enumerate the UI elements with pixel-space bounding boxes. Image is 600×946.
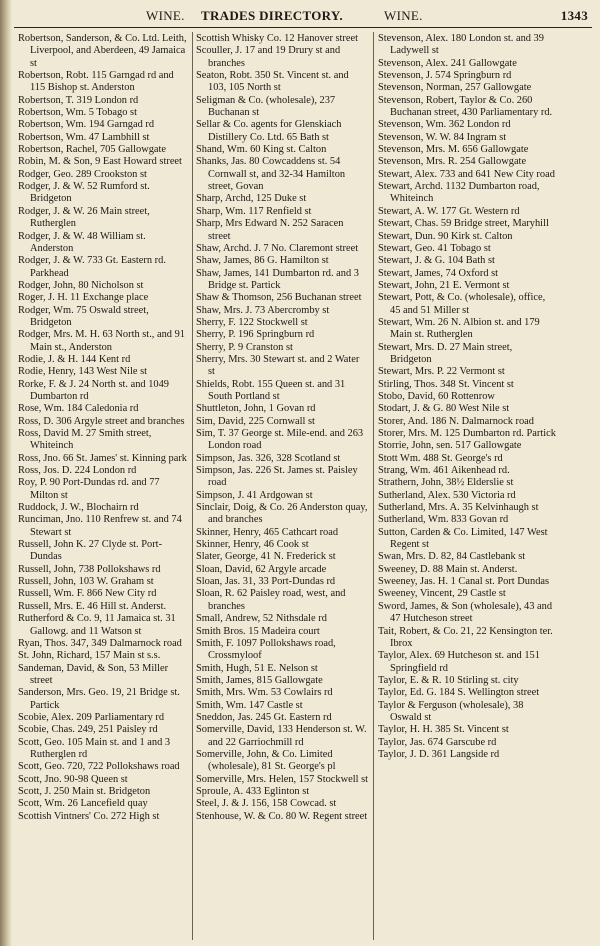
directory-entry: Steel, J. & J. 156, 158 Cowcad. st [196,798,337,810]
directory-entry: Smith, James, 815 Gallowgate [196,674,323,686]
directory-entry: Sellar & Co. agents for Glenskiach Distillery Co. Ltd. 65 Bath st [196,119,342,143]
directory-entry: Swan, Mrs. D. 82, 84 Castlebank st [378,551,526,563]
directory-entry: Stodart, J. & G. 80 West Nile st [378,403,510,415]
directory-entry: Stewart, James, 74 Oxford st [378,267,499,279]
directory-entry: Rodie, Henry, 143 West Nile st [18,366,148,378]
directory-entry: Stewart, Chas. 59 Bridge street, Maryhill [378,218,549,230]
directory-entry: Smith, F. 1097 Pollokshaws road, Crossmyloof [196,637,336,662]
directory-entry: Scott, Jno. 90-98 Queen st [18,773,128,785]
directory-entry: Stewart, Pott, & Co. (wholesale), office, 45 and 51 Miller st [378,292,546,316]
directory-entry: Shanks, Jas. 80 Cowcaddens st. 54 Cornwall st, and 32-34 Hamilton street, Govan [196,156,346,193]
directory-entry: Simpson, Jas. 326, 328 Scotland st [196,452,341,464]
directory-entry: Taylor, E. & R. 10 Stirling st. city [378,674,519,686]
directory-entry: Stott Wm. 488 St. George's rd [378,452,503,464]
directory-entry: Russell, Mrs. E. 46 Hill st. Anderst. [18,600,167,612]
directory-entry: Smith, Hugh, 51 E. Nelson st [196,662,318,674]
directory-entry: Sloan, David, 62 Argyle arcade [196,563,327,575]
directory-entry: Ross, David M. 27 Smith street, Whiteinch [18,428,152,452]
directory-entry: Skinner, Henry, 46 Cook st [196,539,309,551]
directory-entry: Sharp, Mrs Edward N. 252 Saracen street [196,218,344,242]
directory-entry: Stewart, Wm. 26 N. Albion st. and 179 Main st. Rutherglen [378,316,540,341]
directory-entry: Scobie, Chas. 249, 251 Paisley rd [18,724,158,736]
directory-entry: Stevenson, Mrs. M. 656 Gallowgate [378,144,529,156]
directory-entry: Sutherland, Wm. 833 Govan rd [378,514,509,526]
page-binding-shadow [0,0,12,946]
directory-entry: Rodger, Wm. 75 Oswald street, Bridgeton [18,304,149,328]
directory-entry: Robertson, Rachel, 705 Gallowgate [18,144,167,156]
column-divider-2 [373,32,374,940]
directory-entry: Shields, Robt. 155 Queen st. and 31 South Portland st [196,378,346,402]
header-title: TRADES DIRECTORY. [201,8,343,23]
directory-entry: Sweeney, Vincent, 29 Castle st [378,588,506,600]
directory-entry: Rodger, J. & W. 52 Rumford st. Bridgeton [18,181,150,205]
directory-entry: Strathern, John, 38½ Elderslie st [378,477,514,489]
directory-entry: Robertson, Wm. 47 Lambhill st [18,131,150,143]
directory-entry: Sandeman, David, & Son, 53 Miller street [18,662,169,686]
directory-entry: Sloan, Jas. 31, 33 Port-Dundas rd [196,576,336,588]
directory-entry: Robertson, Wm. 5 Tobago st [18,107,137,119]
directory-entry: Sharp, Wm. 117 Renfield st [196,205,312,217]
directory-entry: Taylor, Ed. G. 184 S. Wellington street [378,687,540,699]
directory-entry: Sim, David, 225 Cornwall st [196,415,315,427]
directory-entry: Somerville, Mrs. Helen, 157 Stockwell st [196,773,368,785]
directory-entry: Simpson, Jas. 226 St. James st. Paisley road [196,465,358,489]
directory-entry: Sneddon, Jas. 245 Gt. Eastern rd [196,711,332,723]
directory-entry: Stevenson, Alex. 180 London st. and 39 Ladywell st [378,33,544,57]
directory-entry: Taylor, J. D. 361 Langside rd [378,748,500,760]
directory-entry: Stewart, Mrs. P. 22 Vermont st [378,366,505,378]
directory-entry: Sweeney, Jas. H. 1 Canal st. Port Dundas [378,576,550,588]
directory-entry: Taylor, Alex. 69 Hutcheson st. and 151 Springfield rd [378,650,540,674]
directory-entry: Roger, J. H. 11 Exchange place [18,292,149,304]
directory-entry: Robertson, Sanderson, & Co. Ltd. Leith, Liverpool, and Aberdeen, 49 Jamaica st [18,33,187,69]
directory-entry: Skinner, Henry, 465 Cathcart road [196,526,339,538]
directory-entry: Ruddock, J. W., Blochairn rd [18,502,139,514]
directory-entry: Tait, Robert, & Co. 21, 22 Kensington ter. Ibrox [378,625,553,649]
header-left-word: WINE. [146,8,185,23]
column-divider-1 [192,32,193,940]
directory-entry: Ross, Jno. 66 St. James' st. Kinning park [18,452,187,464]
directory-entry: Smith, Mrs. Wm. 53 Cowlairs rd [196,687,333,699]
directory-column-1 [18,33,190,938]
directory-entry: Runciman, Jno. 110 Renfrew st. and 74 Stewart st [18,514,182,538]
directory-entry: Robin, M. & Son, 9 East Howard street [18,156,182,168]
directory-entry: Stevenson, Alex. 241 Gallowgate [378,57,517,69]
directory-entry: Ryan, Thos. 347, 349 Dalmarnock road [18,637,182,649]
directory-entry: Scottish Vintners' Co. 272 High st [18,810,160,822]
directory-entry: Sutherland, Mrs. A. 35 Kelvinhaugh st [378,502,539,514]
directory-entry: Shaw, James, 86 G. Hamilton st [196,255,329,267]
directory-entry: Russell, Wm. F. 866 New City rd [18,588,157,600]
directory-entry: Sherry, P. 196 Springburn rd [196,329,315,341]
directory-entry: Russell, John K. 27 Clyde st. Port-Dundas [18,539,163,563]
directory-entry: Somerville, John, & Co. Limited (wholesale), 81 St. George's pl [196,748,336,773]
directory-entry: Scott, Wm. 26 Lancefield quay [18,798,148,810]
directory-entry: Shaw, Archd. J. 7 No. Claremont street [196,242,359,254]
directory-entry: Strang, Wm. 461 Aikenhead rd. [378,465,510,477]
directory-entry: Stirling, Thos. 348 St. Vincent st [378,378,514,390]
directory-entry: Seligman & Co. (wholesale), 237 Buchanan st [196,94,336,119]
directory-entry: Smith Bros. 15 Madeira court [196,625,320,637]
directory-entry: Storrie, John, sen. 517 Gallowgate [378,440,522,452]
directory-entry: Sutton, Carden & Co. Limited, 147 West Regent st [378,526,548,551]
directory-entry: Stewart, J. & G. 104 Bath st [378,255,495,267]
directory-column-3 [378,33,556,938]
directory-entry: St. John, Richard, 157 Main st s.s. [18,650,161,662]
directory-entry: Sim, T. 37 George st. Mile-end. and 263 London road [196,428,364,452]
directory-entry: Rodger, J. & W. 48 William st. Anderston [18,230,146,254]
directory-entry: Stevenson, Norman, 257 Gallowgate [378,82,532,94]
page-number: 1343 [560,8,588,23]
directory-entry: Sherry, Mrs. 30 Stewart st. and 2 Water st [196,353,360,378]
directory-entry: Rodger, J. & W. 26 Main street, Rutherglen [18,205,150,230]
directory-entry: Stewart, A. W. 177 Gt. Western rd [378,205,520,217]
directory-entry: Sloan, R. 62 Paisley road, west, and branches [196,588,346,612]
directory-entry: Rodger, John, 80 Nicholson st [18,279,144,291]
directory-entry: Taylor, H. H. 385 St. Vincent st [378,724,509,736]
directory-entry: Storer, Mrs. M. 125 Dumbarton rd. Partick [378,428,556,439]
directory-entry: Rodger, Geo. 289 Crookston st [18,168,147,180]
directory-entry: Russell, John, 738 Pollokshaws rd [18,563,161,575]
running-header [16,8,590,28]
directory-entry: Shaw, Mrs. J. 73 Abercromby st [196,304,330,316]
directory-entry: Ross, D. 306 Argyle street and branches [18,415,185,427]
directory-entry: Stewart, Archd. 1132 Dumbarton road, Whiteinch [378,181,540,205]
directory-entry: Scobie, Alex. 209 Parliamentary rd [18,711,165,723]
directory-entry: Seaton, Robt. 350 St. Vincent st. and 103, 105 North st [196,70,349,94]
directory-entry: Stevenson, Mrs. R. 254 Gallowgate [378,156,527,168]
directory-entry: Taylor & Ferguson (wholesale), 38 Oswald st [378,699,524,723]
directory-entry: Stevenson, Wm. 362 London rd [378,119,511,131]
directory-entry: Roy, P. 90 Port-Dundas rd. and 77 Milton st [18,477,160,501]
directory-entry: Smith, Wm. 147 Castle st [196,699,303,711]
directory-entry: Stevenson, W. W. 84 Ingram st [378,131,507,143]
directory-column-2 [196,33,368,938]
directory-entry: Small, Andrew, 52 Nithsdale rd [196,613,327,625]
directory-entry: Sherry, P. 9 Cranston st [196,341,293,353]
directory-entry: Stobo, David, 60 Rottenrow [378,390,495,402]
directory-entry: Stevenson, Robert, Taylor & Co. 260 Buchanan street, 430 Parliamentary rd. [378,94,553,119]
directory-entry: Sword, James, & Son (wholesale), 43 and 47 Hutcheson street [378,600,553,625]
directory-entry: Storer, And. 186 N. Dalmarnock road [378,415,534,427]
directory-entry: Rorke, F. & J. 24 North st. and 1049 Dumbarton rd [18,378,169,402]
directory-entry: Taylor, Jas. 674 Garscube rd [378,736,497,748]
directory-entry: Robertson, Robt. 115 Garngad rd and 115 Bishop st. Anderston [18,70,174,94]
directory-entry: Robertson, Wm. 194 Garngad rd [18,119,155,131]
directory-entry: Rose, Wm. 184 Caledonia rd [18,403,139,415]
directory-entry: Scouller, J. 17 and 19 Drury st and branches [196,45,341,69]
directory-entry: Rutherford & Co. 9, 11 Jamaica st. 31 Gallowg. and 11 Watson st [18,613,176,637]
directory-entry: Stevenson, J. 574 Springburn rd [378,70,512,82]
directory-entry: Rodie, J. & H. 144 Kent rd [18,353,131,365]
directory-entry: Scottish Whisky Co. 12 Hanover street [196,33,358,44]
directory-entry: Scott, J. 250 Main st. Bridgeton [18,785,151,797]
directory-entry: Simpson, J. 41 Ardgowan st [196,489,313,501]
directory-entry: Sanderson, Mrs. Geo. 19, 21 Bridge st. Partick [18,687,180,711]
directory-entry: Stewart, Geo. 41 Tobago st [378,242,491,254]
directory-entry: Slater, George, 41 N. Frederick st [196,551,336,563]
directory-entry: Stewart, Dun. 90 Kirk st. Calton [378,230,513,242]
directory-entry: Ross, Jos. D. 224 London rd [18,465,137,477]
directory-entry: Shand, Wm. 60 King st. Calton [196,144,327,156]
directory-entry: Scott, Geo. 720, 722 Pollokshaws road [18,761,180,773]
directory-entry: Stewart, John, 21 E. Vermont st [378,279,510,291]
directory-entry: Sinclair, Doig, & Co. 26 Anderston quay, and branches [196,502,368,526]
header-right-word: WINE. [384,8,423,23]
directory-entry: Sutherland, Alex. 530 Victoria rd [378,489,516,501]
directory-entry: Robertson, T. 319 London rd [18,94,139,106]
directory-entry: Somerville, David, 133 Henderson st. W. and 22 Garriochmill rd [196,724,367,748]
directory-entry: Shaw & Thomson, 256 Buchanan street [196,292,362,304]
directory-entry: Scott, Geo. 105 Main st. and 1 and 3 Rutherglen rd [18,736,171,760]
directory-entry: Rodger, Mrs. M. H. 63 North st., and 91 Main st., Anderston [18,329,185,353]
directory-entry: Sherry, F. 122 Stockwell st [196,316,308,328]
directory-entry: Shuttleton, John, 1 Govan rd [196,403,316,415]
directory-entry: Russell, John, 103 W. Graham st [18,576,154,588]
directory-entry: Sharp, Archd, 125 Duke st [196,193,307,205]
directory-entry: Sweeney, D. 88 Main st. Anderst. [378,563,518,575]
directory-entry: Stenhouse, W. & Co. 80 W. Regent street [196,810,368,822]
directory-entry: Sproule, A. 433 Eglinton st [196,785,310,797]
directory-entry: Rodger, J. & W. 733 Gt. Eastern rd. Parkhead [18,255,166,279]
directory-entry: Stewart, Alex. 733 and 641 New City road [378,168,555,180]
directory-entry: Shaw, James, 141 Dumbarton rd. and 3 Bridge st. Partick [196,267,359,291]
header-rule [14,27,592,28]
directory-entry: Stewart, Mrs. D. 27 Main street, Bridgeton [378,341,513,365]
